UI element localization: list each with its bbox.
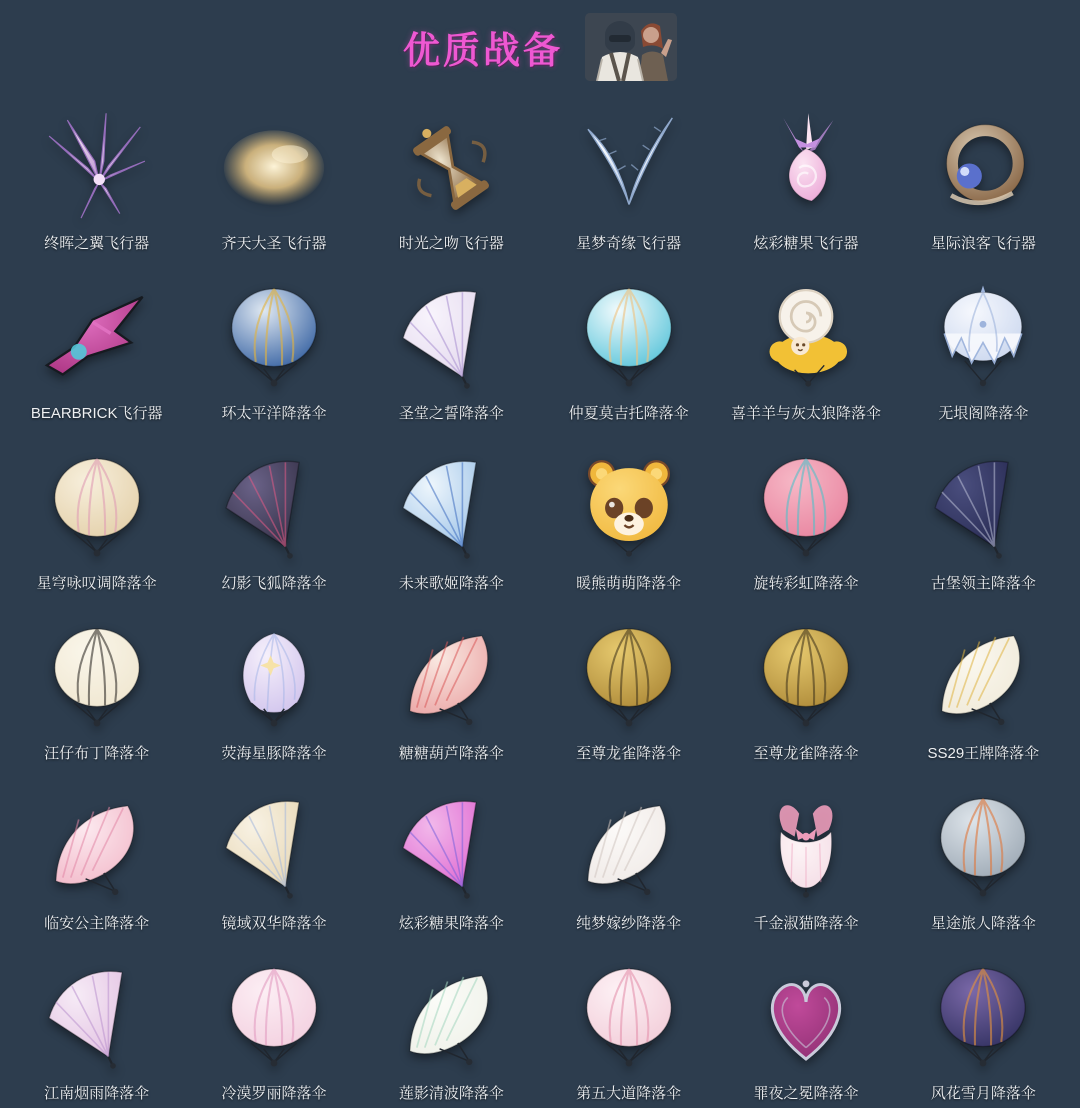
item-card[interactable] bbox=[8, 428, 185, 598]
item-image bbox=[24, 615, 170, 741]
item-card[interactable] bbox=[363, 598, 540, 768]
item-card[interactable] bbox=[8, 598, 185, 768]
item-label: 幻影飞狐降落伞 bbox=[221, 574, 327, 592]
item-image bbox=[201, 955, 347, 1081]
item-card[interactable] bbox=[540, 88, 717, 258]
pubg-characters-art bbox=[585, 13, 677, 81]
item-card[interactable] bbox=[895, 258, 1072, 428]
item-label: 齐天大圣飞行器 bbox=[221, 234, 327, 252]
item-image bbox=[201, 275, 347, 401]
item-image bbox=[556, 275, 702, 401]
item-card[interactable] bbox=[8, 938, 185, 1108]
item-card[interactable] bbox=[895, 938, 1072, 1108]
item-image bbox=[378, 785, 524, 911]
item-image bbox=[556, 445, 702, 571]
item-label: 临安公主降落伞 bbox=[44, 914, 150, 932]
item-label: 纯梦嫁纱降落伞 bbox=[576, 914, 682, 932]
item-image bbox=[24, 275, 170, 401]
item-card[interactable] bbox=[185, 938, 362, 1108]
item-card[interactable] bbox=[185, 428, 362, 598]
item-card[interactable] bbox=[717, 88, 894, 258]
item-grid bbox=[0, 88, 1080, 1108]
item-label: 风花雪月降落伞 bbox=[930, 1084, 1036, 1102]
item-label: 汪仔布丁降落伞 bbox=[44, 744, 150, 762]
item-card[interactable] bbox=[717, 428, 894, 598]
item-card[interactable] bbox=[363, 258, 540, 428]
item-image bbox=[556, 785, 702, 911]
item-card[interactable] bbox=[895, 88, 1072, 258]
item-card[interactable] bbox=[185, 768, 362, 938]
item-card[interactable] bbox=[717, 258, 894, 428]
item-label: 江南烟雨降落伞 bbox=[44, 1084, 150, 1102]
item-image bbox=[378, 615, 524, 741]
item-image bbox=[201, 105, 347, 231]
item-card[interactable] bbox=[895, 768, 1072, 938]
item-label: 炫彩糖果飞行器 bbox=[753, 234, 859, 252]
item-label: 星途旅人降落伞 bbox=[930, 914, 1036, 932]
item-label: 暖熊萌萌降落伞 bbox=[576, 574, 682, 592]
page-title: 优质战备 bbox=[403, 30, 563, 71]
item-label: 镜域双华降落伞 bbox=[221, 914, 327, 932]
item-image bbox=[556, 105, 702, 231]
item-label: 未来歌姬降落伞 bbox=[398, 574, 504, 592]
item-label: 星际浪客飞行器 bbox=[930, 234, 1036, 252]
item-card[interactable] bbox=[895, 598, 1072, 768]
item-card[interactable] bbox=[895, 428, 1072, 598]
item-image bbox=[733, 445, 879, 571]
item-label: 星穹咏叹调降落伞 bbox=[36, 574, 157, 592]
item-image bbox=[24, 785, 170, 911]
item-card[interactable] bbox=[363, 428, 540, 598]
item-card[interactable] bbox=[8, 768, 185, 938]
item-card[interactable] bbox=[8, 88, 185, 258]
pubg-characters-image bbox=[585, 13, 677, 81]
item-card[interactable] bbox=[363, 88, 540, 258]
item-image bbox=[733, 955, 879, 1081]
item-image bbox=[910, 275, 1056, 401]
item-image bbox=[378, 275, 524, 401]
item-label: 旋转彩虹降落伞 bbox=[753, 574, 859, 592]
item-label: 仲夏莫吉托降落伞 bbox=[568, 404, 689, 422]
item-image bbox=[733, 785, 879, 911]
item-card[interactable] bbox=[363, 938, 540, 1108]
item-image bbox=[378, 445, 524, 571]
item-label: 时光之吻飞行器 bbox=[398, 234, 504, 252]
item-image bbox=[24, 445, 170, 571]
item-label: BEARBRICK飞行器 bbox=[30, 404, 163, 422]
item-image bbox=[201, 615, 347, 741]
item-card[interactable] bbox=[717, 938, 894, 1108]
item-label: 第五大道降落伞 bbox=[576, 1084, 682, 1102]
item-image bbox=[24, 105, 170, 231]
item-image bbox=[378, 105, 524, 231]
item-label: 冷漠罗丽降落伞 bbox=[221, 1084, 327, 1102]
item-label: 圣堂之誓降落伞 bbox=[398, 404, 504, 422]
item-label: 莲影清波降落伞 bbox=[398, 1084, 504, 1102]
item-card[interactable] bbox=[185, 88, 362, 258]
item-label: SS29王牌降落伞 bbox=[927, 744, 1040, 762]
item-label: 无垠阁降落伞 bbox=[938, 404, 1029, 422]
item-card[interactable] bbox=[540, 598, 717, 768]
item-image bbox=[910, 445, 1056, 571]
item-image bbox=[733, 275, 879, 401]
item-card[interactable] bbox=[717, 768, 894, 938]
item-label: 千金淑猫降落伞 bbox=[753, 914, 859, 932]
item-image bbox=[24, 955, 170, 1081]
item-image bbox=[201, 445, 347, 571]
item-label: 喜羊羊与灰太狼降落伞 bbox=[730, 404, 881, 422]
item-card[interactable] bbox=[363, 768, 540, 938]
item-image bbox=[910, 955, 1056, 1081]
item-card[interactable] bbox=[540, 428, 717, 598]
item-image bbox=[910, 105, 1056, 231]
item-image bbox=[910, 785, 1056, 911]
item-label: 罪夜之冕降落伞 bbox=[753, 1084, 859, 1102]
item-image bbox=[733, 105, 879, 231]
item-label: 糖糖葫芦降落伞 bbox=[398, 744, 504, 762]
item-image bbox=[556, 615, 702, 741]
header bbox=[0, 0, 1080, 88]
item-card[interactable] bbox=[185, 258, 362, 428]
item-card[interactable] bbox=[540, 258, 717, 428]
item-image bbox=[910, 615, 1056, 741]
item-label: 至尊龙雀降落伞 bbox=[576, 744, 682, 762]
item-label: 终晖之翼飞行器 bbox=[44, 234, 150, 252]
item-label: 星梦奇缘飞行器 bbox=[576, 234, 682, 252]
item-label: 古堡领主降落伞 bbox=[930, 574, 1036, 592]
item-label: 环太平洋降落伞 bbox=[221, 404, 327, 422]
item-image bbox=[733, 615, 879, 741]
item-card[interactable] bbox=[185, 598, 362, 768]
item-label: 至尊龙雀降落伞 bbox=[753, 744, 859, 762]
item-image bbox=[378, 955, 524, 1081]
item-card[interactable] bbox=[540, 938, 717, 1108]
item-label: 炫彩糖果降落伞 bbox=[398, 914, 504, 932]
item-label: 荧海星豚降落伞 bbox=[221, 744, 327, 762]
item-image bbox=[556, 955, 702, 1081]
item-image bbox=[201, 785, 347, 911]
item-card[interactable] bbox=[540, 768, 717, 938]
item-card[interactable] bbox=[8, 258, 185, 428]
item-card[interactable] bbox=[717, 598, 894, 768]
